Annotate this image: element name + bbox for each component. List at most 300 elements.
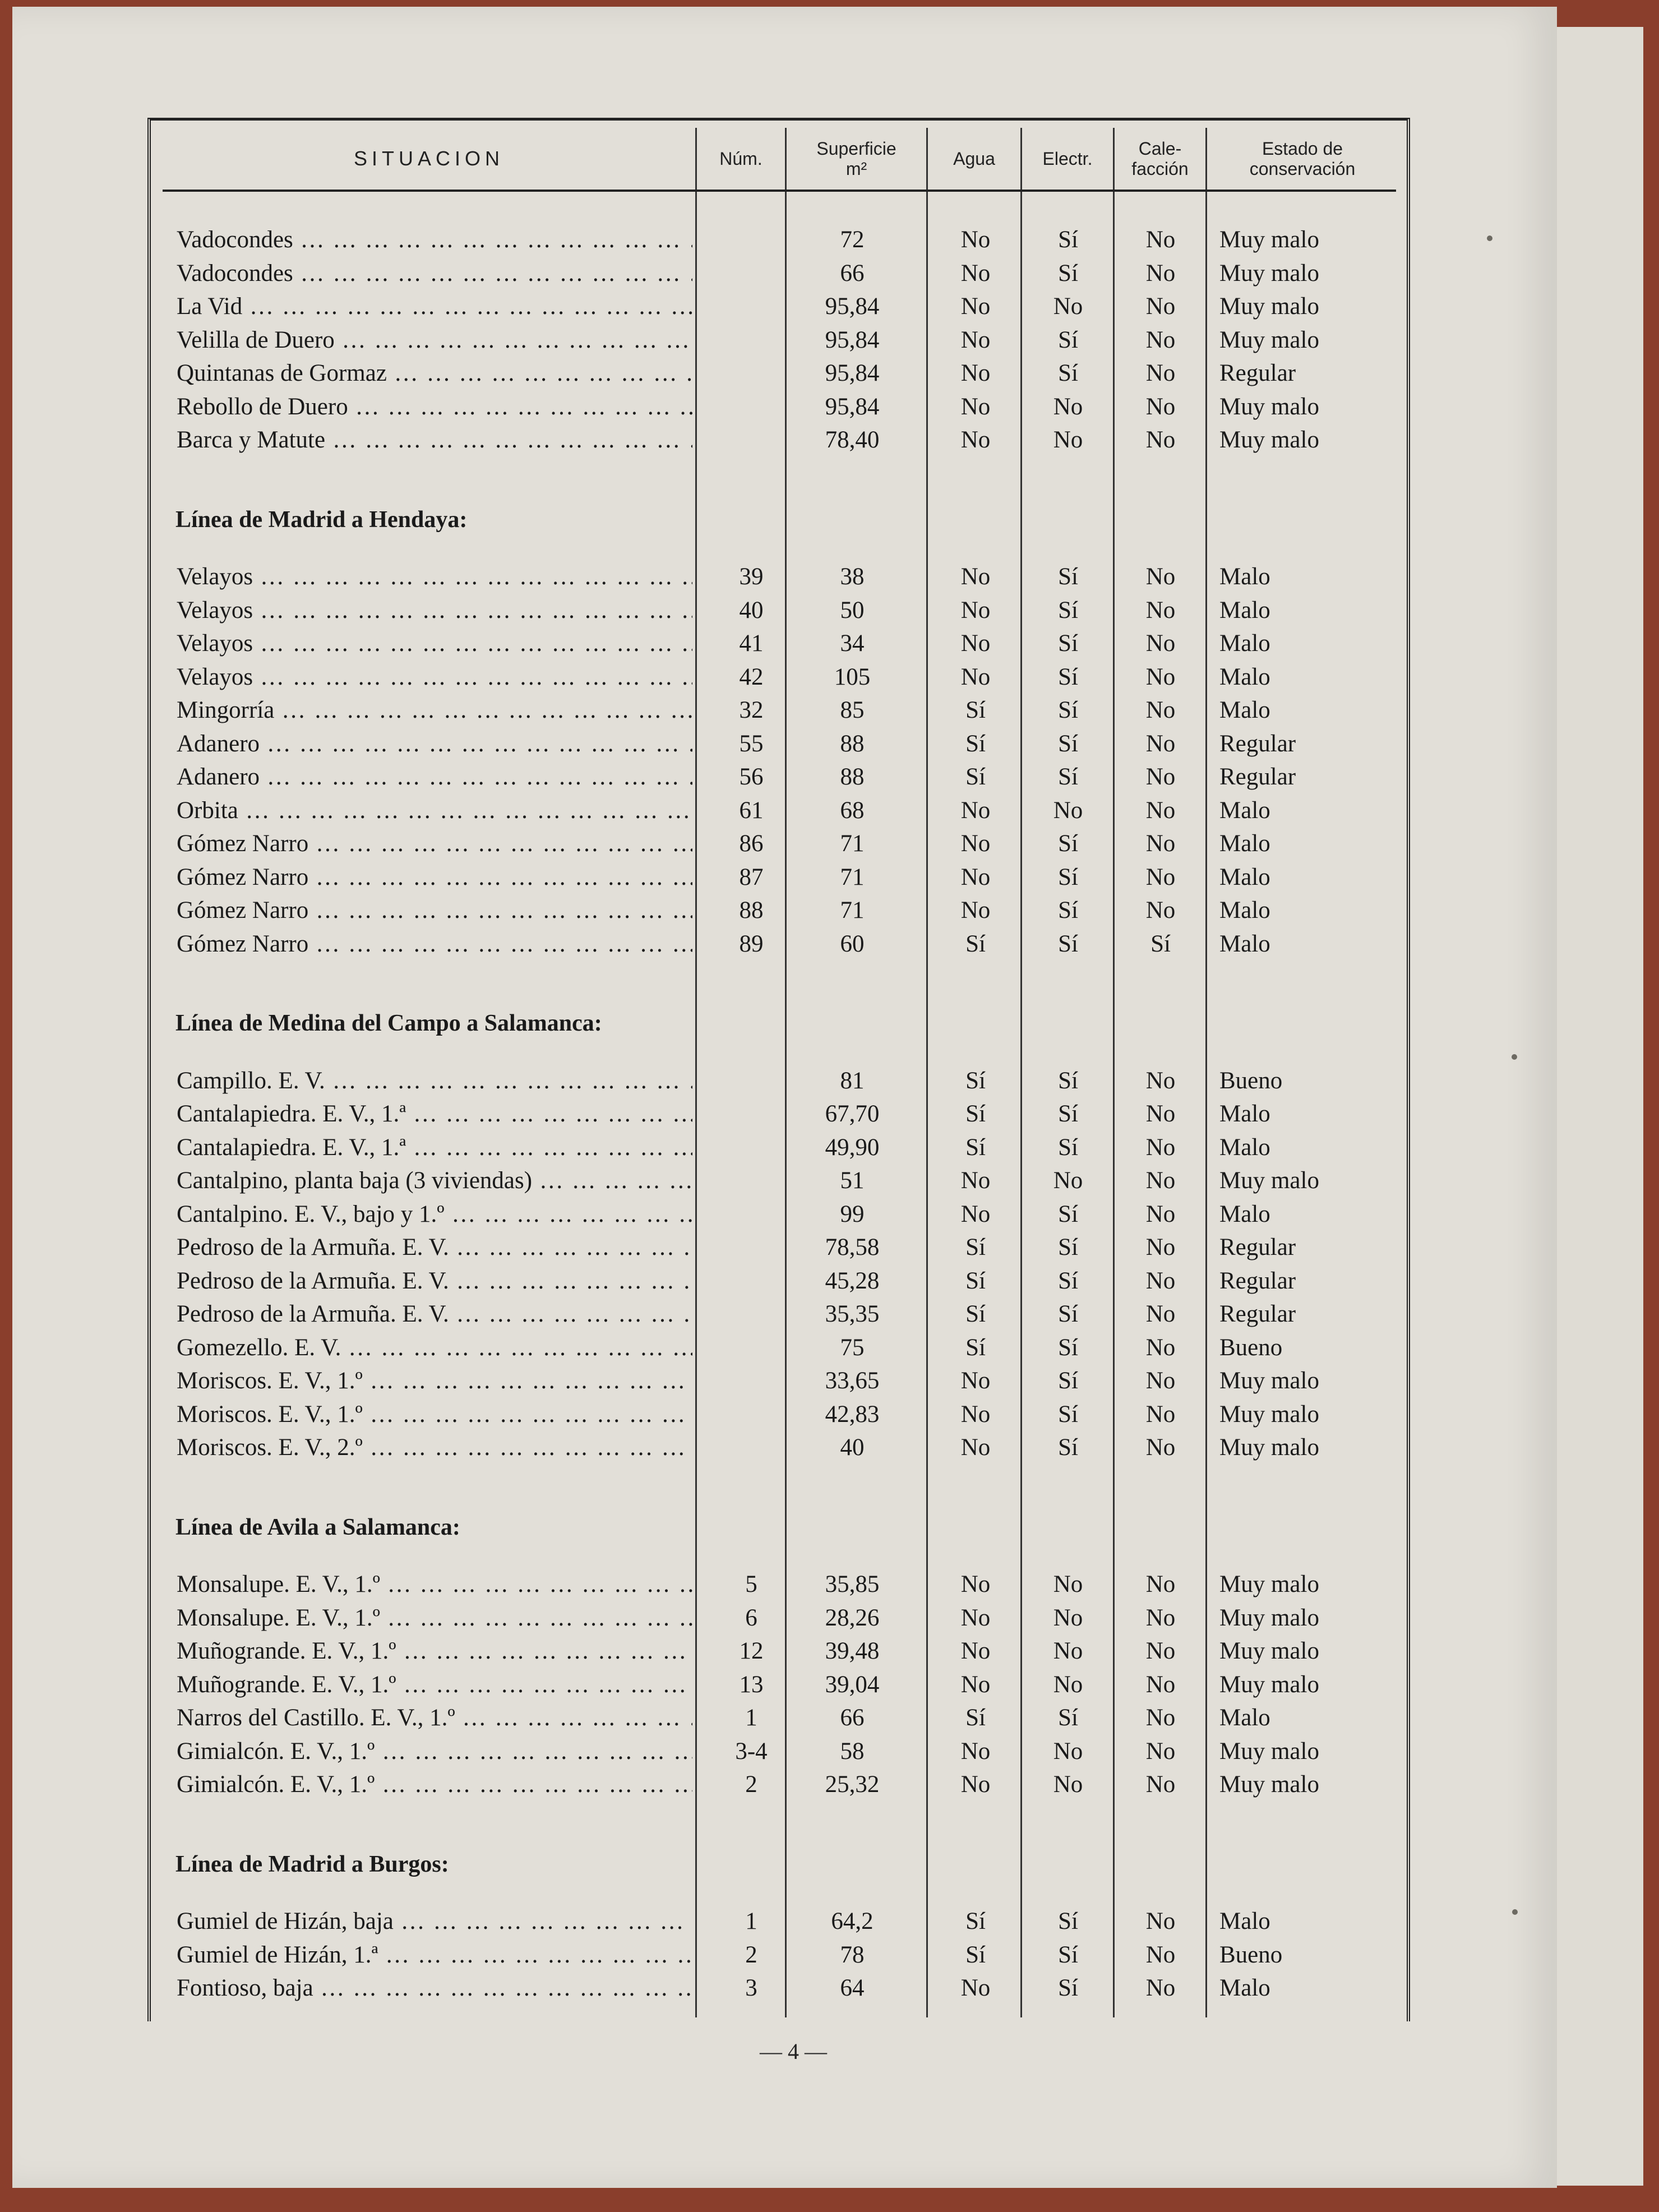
place-cell: Velayos … … … … … … … … … … … … … … … … … … … … … … … … — [177, 661, 692, 694]
calefaccion-cell: No — [1145, 1101, 1176, 1127]
agua-cell: Sí — [965, 1334, 986, 1361]
electr-cell: Sí — [1058, 360, 1078, 386]
agua-cell: No — [960, 326, 991, 353]
superficie-cell: 88 — [840, 730, 865, 757]
calefaccion-cell: No — [1145, 1908, 1176, 1934]
calefaccion-cell: No — [1145, 564, 1176, 590]
table-row — [0, 290, 1659, 324]
num-cell: 41 — [739, 630, 764, 657]
calefaccion-cell: No — [1145, 597, 1176, 624]
calefaccion-cell: No — [1145, 730, 1176, 757]
agua-cell: No — [960, 1571, 991, 1597]
num-cell: 55 — [739, 730, 764, 757]
place-cell: Vadocondes … … … … … … … … … … … … … … … … … … … … … … … … — [177, 223, 692, 257]
agua-cell: No — [960, 1434, 991, 1461]
superficie-cell: 39,48 — [825, 1638, 880, 1664]
calefaccion-cell: No — [1145, 1771, 1176, 1798]
agua-cell: No — [960, 1975, 991, 2001]
agua-cell: No — [960, 360, 991, 386]
estado-cell: Malo — [1219, 697, 1270, 723]
staple-hole — [1487, 235, 1492, 241]
agua-cell: Sí — [965, 1941, 986, 1968]
table-row — [0, 1601, 1659, 1635]
electr-cell: No — [1053, 1571, 1083, 1597]
calefaccion-cell: No — [1145, 1401, 1176, 1428]
num-cell: 56 — [739, 764, 764, 790]
agua-cell: No — [960, 663, 991, 690]
superficie-cell: 33,65 — [825, 1368, 880, 1394]
superficie-cell: 45,28 — [825, 1267, 880, 1294]
agua-cell: No — [960, 427, 991, 453]
electr-cell: Sí — [1058, 1705, 1078, 1731]
electr-cell: Sí — [1058, 1067, 1078, 1094]
electr-cell: Sí — [1058, 930, 1078, 957]
place-cell: Barca y Matute … … … … … … … … … … … … … … … … … … … … … … … … — [177, 423, 692, 457]
electr-cell: Sí — [1058, 897, 1078, 923]
estado-cell: Regular — [1219, 360, 1296, 386]
superficie-cell: 58 — [840, 1738, 865, 1765]
table-row — [0, 1905, 1659, 1938]
table-row — [0, 1198, 1659, 1231]
table-row — [0, 1768, 1659, 1802]
agua-cell: Sí — [965, 1067, 986, 1094]
table-row — [0, 727, 1659, 761]
header-superficie: Superficie m² — [816, 138, 896, 179]
electr-cell: No — [1053, 427, 1083, 453]
agua-cell: No — [960, 1401, 991, 1428]
superficie-cell: 64,2 — [831, 1908, 874, 1934]
superficie-cell: 75 — [840, 1334, 865, 1361]
section-title: Línea de Madrid a Burgos: — [175, 1851, 449, 1877]
place-cell: Moriscos. E. V., 1.º … … … … … … … … … … … … … … … … … … … … … … … … — [177, 1364, 692, 1398]
superficie-cell: 78,58 — [825, 1234, 880, 1260]
table-row — [0, 1971, 1659, 2005]
agua-cell: Sí — [965, 1301, 986, 1327]
estado-cell: Muy malo — [1219, 427, 1319, 453]
calefaccion-cell: No — [1145, 1738, 1176, 1765]
superficie-cell: 38 — [840, 564, 865, 590]
table-row — [0, 1064, 1659, 1098]
place-cell: Velayos … … … … … … … … … … … … … … … … … … … … … … … … — [177, 560, 692, 594]
electr-cell: No — [1053, 393, 1083, 420]
electr-cell: Sí — [1058, 564, 1078, 590]
calefaccion-cell: No — [1145, 1604, 1176, 1631]
agua-cell: Sí — [965, 1134, 986, 1161]
superficie-cell: 88 — [840, 764, 865, 790]
electr-cell: Sí — [1058, 1334, 1078, 1361]
superficie-cell: 72 — [840, 227, 865, 253]
table-row — [0, 1231, 1659, 1264]
superficie-cell: 35,85 — [825, 1571, 880, 1597]
superficie-cell: 95,84 — [825, 360, 880, 386]
calefaccion-cell: No — [1145, 897, 1176, 923]
electr-cell: Sí — [1058, 227, 1078, 253]
table-row — [0, 1364, 1659, 1398]
calefaccion-cell: No — [1145, 1301, 1176, 1327]
calefaccion-cell: No — [1145, 630, 1176, 657]
estado-cell: Muy malo — [1219, 1368, 1319, 1394]
calefaccion-cell: Sí — [1150, 930, 1171, 957]
estado-cell: Malo — [1219, 663, 1270, 690]
superficie-cell: 50 — [840, 597, 865, 624]
table-row — [0, 1938, 1659, 1972]
superficie-cell: 39,04 — [825, 1671, 880, 1698]
estado-cell: Muy malo — [1219, 1167, 1319, 1194]
estado-cell: Regular — [1219, 1234, 1296, 1260]
num-cell: 6 — [745, 1604, 757, 1631]
page-number: — 4 — — [760, 2039, 827, 2064]
electr-cell: Sí — [1058, 1908, 1078, 1934]
place-cell: Adanero … … … … … … … … … … … … … … … … … … … … … … … … — [177, 727, 692, 761]
place-cell: Gumiel de Hizán, baja … … … … … … … … … … … … … … … … … … … … … … … … — [177, 1905, 692, 1938]
electr-cell: No — [1053, 293, 1083, 320]
electr-cell: Sí — [1058, 830, 1078, 857]
place-cell: Cantalpino. E. V., bajo y 1.º … … … … … … … … … … … … … … … … … … … … … … … … — [177, 1198, 692, 1231]
calefaccion-cell: No — [1145, 1267, 1176, 1294]
place-cell: Adanero … … … … … … … … … … … … … … … … … … … … … … … … — [177, 760, 692, 794]
num-cell: 5 — [745, 1571, 757, 1597]
place-cell: Velayos … … … … … … … … … … … … … … … … … … … … … … … … — [177, 627, 692, 661]
electr-cell: Sí — [1058, 260, 1078, 287]
electr-cell: Sí — [1058, 863, 1078, 890]
electr-cell: Sí — [1058, 663, 1078, 690]
superficie-cell: 71 — [840, 830, 865, 857]
estado-cell: Muy malo — [1219, 393, 1319, 420]
num-cell: 3 — [745, 1975, 757, 2001]
estado-cell: Muy malo — [1219, 326, 1319, 353]
header-rule — [163, 190, 1396, 192]
electr-cell: Sí — [1058, 1975, 1078, 2001]
electr-cell: Sí — [1058, 597, 1078, 624]
superficie-cell: 28,26 — [825, 1604, 880, 1631]
superficie-cell: 78,40 — [825, 427, 880, 453]
agua-cell: No — [960, 1167, 991, 1194]
agua-cell: Sí — [965, 1267, 986, 1294]
place-cell: Gumiel de Hizán, 1.ª … … … … … … … … … … … … … … … … … … … … … … … … — [177, 1938, 692, 1972]
electr-cell: Sí — [1058, 1301, 1078, 1327]
header-electr: Electr. — [1042, 149, 1093, 169]
electr-cell: Sí — [1058, 1200, 1078, 1227]
place-cell: Gómez Narro … … … … … … … … … … … … … … … … … … … … … … … … — [177, 927, 692, 961]
superficie-cell: 81 — [840, 1067, 865, 1094]
agua-cell: Sí — [965, 1705, 986, 1731]
calefaccion-cell: No — [1145, 1975, 1176, 2001]
place-cell: La Vid … … … … … … … … … … … … … … … … … … … … … … … … — [177, 290, 692, 324]
superficie-cell: 85 — [840, 697, 865, 723]
calefaccion-cell: No — [1145, 360, 1176, 386]
num-cell: 61 — [739, 797, 764, 824]
place-cell: Campillo. E. V. … … … … … … … … … … … … … … … … … … … … … … … … — [177, 1064, 692, 1098]
num-cell: 12 — [739, 1638, 764, 1664]
estado-cell: Muy malo — [1219, 1638, 1319, 1664]
table-row — [0, 1164, 1659, 1198]
place-cell: Muñogrande. E. V., 1.º … … … … … … … … … … … … … … … … … … … … … … … … — [177, 1668, 692, 1702]
num-cell: 13 — [739, 1671, 764, 1698]
estado-cell: Malo — [1219, 1908, 1270, 1934]
superficie-cell: 64 — [840, 1975, 865, 2001]
superficie-cell: 34 — [840, 630, 865, 657]
estado-cell: Muy malo — [1219, 1571, 1319, 1597]
header-estado: Estado de conservación — [1249, 138, 1356, 179]
estado-cell: Muy malo — [1219, 1738, 1319, 1765]
agua-cell: No — [960, 797, 991, 824]
superficie-cell: 99 — [840, 1200, 865, 1227]
agua-cell: Sí — [965, 1101, 986, 1127]
electr-cell: No — [1053, 1167, 1083, 1194]
table-row — [0, 827, 1659, 861]
place-cell: Moriscos. E. V., 1.º … … … … … … … … … … … … … … … … … … … … … … … … — [177, 1398, 692, 1431]
calefaccion-cell: No — [1145, 1200, 1176, 1227]
electr-cell: Sí — [1058, 730, 1078, 757]
agua-cell: No — [960, 1738, 991, 1765]
estado-cell: Malo — [1219, 863, 1270, 890]
agua-cell: No — [960, 1671, 991, 1698]
superficie-cell: 66 — [840, 1705, 865, 1731]
place-cell: Moriscos. E. V., 2.º … … … … … … … … … … … … … … … … … … … … … … … … — [177, 1431, 692, 1465]
table-row — [0, 1431, 1659, 1465]
section-title: Línea de Avila a Salamanca: — [175, 1514, 460, 1540]
agua-cell: No — [960, 830, 991, 857]
estado-cell: Muy malo — [1219, 1671, 1319, 1698]
electr-cell: No — [1053, 1771, 1083, 1798]
table-row — [0, 257, 1659, 290]
table-row — [0, 1297, 1659, 1331]
agua-cell: Sí — [965, 1234, 986, 1260]
place-cell: Gómez Narro … … … … … … … … … … … … … … … … … … … … … … … … — [177, 827, 692, 861]
estado-cell: Muy malo — [1219, 227, 1319, 253]
place-cell: Gimialcón. E. V., 1.º … … … … … … … … … … … … … … … … … … … … … … … … — [177, 1735, 692, 1768]
estado-cell: Malo — [1219, 1200, 1270, 1227]
calefaccion-cell: No — [1145, 1167, 1176, 1194]
num-cell: 1 — [745, 1908, 757, 1934]
estado-cell: Bueno — [1219, 1067, 1283, 1094]
electr-cell: Sí — [1058, 697, 1078, 723]
num-cell: 39 — [739, 564, 764, 590]
estado-cell: Malo — [1219, 1101, 1270, 1127]
superficie-cell: 35,35 — [825, 1301, 880, 1327]
superficie-cell: 49,90 — [825, 1134, 880, 1161]
agua-cell: No — [960, 1771, 991, 1798]
electr-cell: No — [1053, 1604, 1083, 1631]
agua-cell: No — [960, 630, 991, 657]
num-cell: 89 — [739, 930, 764, 957]
table-row — [0, 390, 1659, 424]
calefaccion-cell: No — [1145, 1941, 1176, 1968]
place-cell: Velayos … … … … … … … … … … … … … … … … … … … … … … … … — [177, 594, 692, 627]
place-cell: Cantalpino, planta baja (3 viviendas) … … … … … … … … … … … … … … … … … … … … … … … … — [177, 1164, 692, 1198]
agua-cell: No — [960, 564, 991, 590]
superficie-cell: 95,84 — [825, 393, 880, 420]
place-cell: Vadocondes … … … … … … … … … … … … … … … … … … … … … … … … — [177, 257, 692, 290]
table-row — [0, 357, 1659, 390]
agua-cell: No — [960, 1368, 991, 1394]
estado-cell: Bueno — [1219, 1334, 1283, 1361]
table-row — [0, 223, 1659, 257]
calefaccion-cell: No — [1145, 1067, 1176, 1094]
table-row — [0, 1331, 1659, 1365]
estado-cell: Malo — [1219, 797, 1270, 824]
electr-cell: Sí — [1058, 1941, 1078, 1968]
calefaccion-cell: No — [1145, 1234, 1176, 1260]
agua-cell: Sí — [965, 697, 986, 723]
calefaccion-cell: No — [1145, 863, 1176, 890]
place-cell: Pedroso de la Armuña. E. V. … … … … … … … … … … … … … … … … … … … … … … … … — [177, 1264, 692, 1298]
superficie-cell: 78 — [840, 1941, 865, 1968]
superficie-cell: 42,83 — [825, 1401, 880, 1428]
table-row — [0, 324, 1659, 357]
estado-cell: Muy malo — [1219, 260, 1319, 287]
table-row — [0, 1634, 1659, 1668]
table-row — [0, 1097, 1659, 1131]
table-row — [0, 1735, 1659, 1768]
estado-cell: Muy malo — [1219, 293, 1319, 320]
agua-cell: Sí — [965, 930, 986, 957]
place-cell: Fontioso, baja … … … … … … … … … … … … … … … … … … … … … … … … — [177, 1971, 692, 2005]
table-row — [0, 1398, 1659, 1431]
calefaccion-cell: No — [1145, 830, 1176, 857]
place-cell: Mingorría … … … … … … … … … … … … … … … … … … … … … … … … — [177, 694, 692, 727]
calefaccion-cell: No — [1145, 393, 1176, 420]
place-cell: Velilla de Duero … … … … … … … … … … … … … … … … … … … … … … … … — [177, 324, 692, 357]
calefaccion-cell: No — [1145, 1705, 1176, 1731]
agua-cell: No — [960, 227, 991, 253]
calefaccion-cell: No — [1145, 764, 1176, 790]
place-cell: Pedroso de la Armuña. E. V. … … … … … … … … … … … … … … … … … … … … … … … … — [177, 1231, 692, 1264]
superficie-cell: 66 — [840, 260, 865, 287]
staple-hole — [1512, 1054, 1517, 1060]
agua-cell: Sí — [965, 1908, 986, 1934]
place-cell: Muñogrande. E. V., 1.º … … … … … … … … … … … … … … … … … … … … … … … … — [177, 1634, 692, 1668]
superficie-cell: 95,84 — [825, 293, 880, 320]
table-row — [0, 861, 1659, 894]
agua-cell: No — [960, 1200, 991, 1227]
electr-cell: No — [1053, 1738, 1083, 1765]
estado-cell: Muy malo — [1219, 1604, 1319, 1631]
calefaccion-cell: No — [1145, 1368, 1176, 1394]
estado-cell: Malo — [1219, 897, 1270, 923]
calefaccion-cell: No — [1145, 797, 1176, 824]
place-cell: Gómez Narro … … … … … … … … … … … … … … … … … … … … … … … … — [177, 861, 692, 894]
num-cell: 2 — [745, 1771, 757, 1798]
superficie-cell: 68 — [840, 797, 865, 824]
place-cell: Narros del Castillo. E. V., 1.º … … … … … … … … … … … … … … … … … … … … … … … … — [177, 1701, 692, 1735]
agua-cell: No — [960, 260, 991, 287]
electr-cell: No — [1053, 1671, 1083, 1698]
calefaccion-cell: No — [1145, 1134, 1176, 1161]
calefaccion-cell: No — [1145, 1434, 1176, 1461]
place-cell: Rebollo de Duero … … … … … … … … … … … … … … … … … … … … … … … … — [177, 390, 692, 424]
agua-cell: No — [960, 863, 991, 890]
agua-cell: No — [960, 597, 991, 624]
estado-cell: Regular — [1219, 730, 1296, 757]
superficie-cell: 25,32 — [825, 1771, 880, 1798]
calefaccion-cell: No — [1145, 663, 1176, 690]
place-cell: Cantalapiedra. E. V., 1.ª … … … … … … … … … … … … … … … … … … … … … … … … — [177, 1131, 692, 1165]
num-cell: 86 — [739, 830, 764, 857]
num-cell: 3-4 — [735, 1738, 768, 1765]
section-title: Línea de Medina del Campo a Salamanca: — [175, 1010, 602, 1036]
agua-cell: No — [960, 897, 991, 923]
electr-cell: Sí — [1058, 764, 1078, 790]
calefaccion-cell: No — [1145, 697, 1176, 723]
superficie-cell: 40 — [840, 1434, 865, 1461]
estado-cell: Malo — [1219, 930, 1270, 957]
superficie-cell: 105 — [834, 663, 871, 690]
num-cell: 32 — [739, 697, 764, 723]
calefaccion-cell: No — [1145, 293, 1176, 320]
table-row — [0, 760, 1659, 794]
superficie-cell: 71 — [840, 897, 865, 923]
electr-cell: Sí — [1058, 1101, 1078, 1127]
superficie-cell: 95,84 — [825, 326, 880, 353]
electr-cell: Sí — [1058, 1234, 1078, 1260]
agua-cell: No — [960, 1604, 991, 1631]
calefaccion-cell: No — [1145, 427, 1176, 453]
place-cell: Pedroso de la Armuña. E. V. … … … … … … … … … … … … … … … … … … … … … … … … — [177, 1297, 692, 1331]
electr-cell: Sí — [1058, 1401, 1078, 1428]
header-num: Núm. — [719, 149, 763, 169]
num-cell: 40 — [739, 597, 764, 624]
num-cell: 88 — [739, 897, 764, 923]
superficie-cell: 71 — [840, 863, 865, 890]
place-cell: Gimialcón. E. V., 1.º … … … … … … … … … … … … … … … … … … … … … … … … — [177, 1768, 692, 1802]
agua-cell: No — [960, 1638, 991, 1664]
num-cell: 42 — [739, 663, 764, 690]
place-cell: Monsalupe. E. V., 1.º … … … … … … … … … … … … … … … … … … … … … … … … — [177, 1568, 692, 1601]
electr-cell: Sí — [1058, 326, 1078, 353]
calefaccion-cell: No — [1145, 1571, 1176, 1597]
estado-cell: Malo — [1219, 597, 1270, 624]
staple-hole — [1512, 1909, 1518, 1915]
table-row — [0, 560, 1659, 594]
estado-cell: Muy malo — [1219, 1434, 1319, 1461]
electr-cell: No — [1053, 1638, 1083, 1664]
electr-cell: Sí — [1058, 1434, 1078, 1461]
electr-cell: Sí — [1058, 630, 1078, 657]
place-cell: Orbita … … … … … … … … … … … … … … … … … … … … … … … … — [177, 794, 692, 828]
table-row — [0, 1568, 1659, 1601]
header-agua: Agua — [953, 149, 995, 169]
calefaccion-cell: No — [1145, 1334, 1176, 1361]
place-cell: Gomezello. E. V. … … … … … … … … … … … … … … … … … … … … … … … … — [177, 1331, 692, 1365]
table-row — [0, 1668, 1659, 1702]
estado-cell: Muy malo — [1219, 1401, 1319, 1428]
superficie-cell: 60 — [840, 930, 865, 957]
table-row — [0, 694, 1659, 727]
electr-cell: Sí — [1058, 1368, 1078, 1394]
agua-cell: No — [960, 393, 991, 420]
calefaccion-cell: No — [1145, 227, 1176, 253]
estado-cell: Bueno — [1219, 1941, 1283, 1968]
estado-cell: Malo — [1219, 564, 1270, 590]
num-cell: 2 — [745, 1941, 757, 1968]
table-row — [0, 627, 1659, 661]
num-cell: 1 — [745, 1705, 757, 1731]
table-row — [0, 1264, 1659, 1298]
estado-cell: Muy malo — [1219, 1771, 1319, 1798]
header-situacion: SITUACION — [353, 147, 504, 170]
estado-cell: Regular — [1219, 1301, 1296, 1327]
table-row — [0, 1701, 1659, 1735]
estado-cell: Malo — [1219, 1975, 1270, 2001]
num-cell: 87 — [739, 863, 764, 890]
estado-cell: Malo — [1219, 830, 1270, 857]
estado-cell: Malo — [1219, 1705, 1270, 1731]
superficie-cell: 67,70 — [825, 1101, 880, 1127]
electr-cell: No — [1053, 797, 1083, 824]
agua-cell: No — [960, 293, 991, 320]
estado-cell: Malo — [1219, 1134, 1270, 1161]
